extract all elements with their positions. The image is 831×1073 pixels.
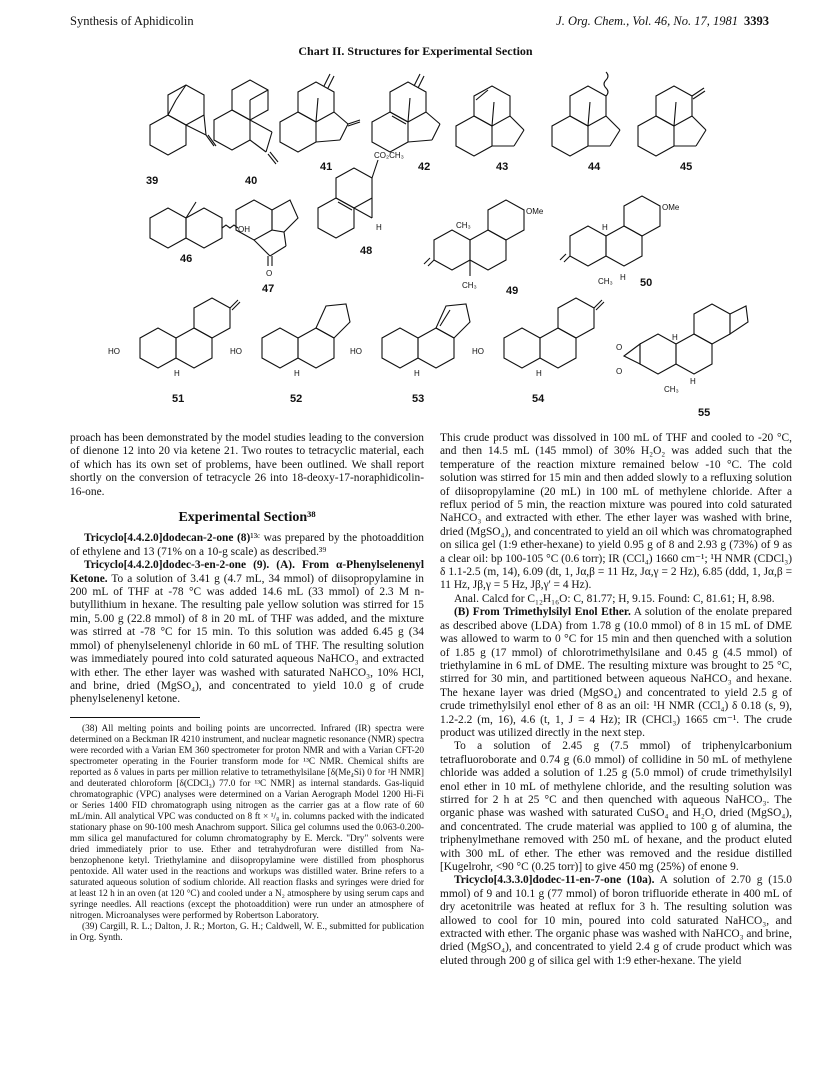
label-53: 53 [412, 393, 425, 405]
compound-10a-title: Tricyclo[4.3.3.0]dodec-11-en-7-one (10a). [454, 874, 655, 887]
label-51: 51 [172, 393, 185, 405]
label-52: 52 [290, 393, 303, 405]
co2ch3-label: CO₂CH₃ [374, 151, 404, 160]
label-46: 46 [180, 253, 193, 265]
h-label-55a: H [672, 333, 678, 342]
section-heading: Experimental Section³⁸ [178, 510, 316, 526]
label-55: 55 [698, 407, 711, 419]
h-label-51: H [174, 369, 180, 378]
ho-label-52: HO [230, 347, 242, 356]
label-40: 40 [245, 175, 258, 187]
ch3-label-55: CH₃ [664, 385, 679, 394]
compound-8-title: Tricyclo[4.4.2.0]dodecan-2-one (8) [84, 532, 251, 545]
label-50: 50 [640, 277, 653, 289]
label-47: 47 [262, 283, 275, 295]
ho-label-54: HO [472, 347, 484, 356]
ho-label-51: HO [108, 347, 120, 356]
label-54: 54 [532, 393, 545, 405]
compound-9a-title: Tricyclo[4.4.2.0]dodec-3-en-2-one (9). (A). From α-Phenylselenenyl Ketone. [70, 559, 424, 585]
structure-50 [560, 196, 680, 289]
h-label-52: H [294, 369, 300, 378]
structure-55 [616, 304, 748, 419]
compound-8-body: ¹³ᶜ was prepared by the photoaddition of ethylene and 13 (71% on a 10-g scale) as described.³⁹ [70, 532, 424, 558]
oh-label: OH [238, 225, 250, 234]
h-label-48: H [376, 223, 382, 232]
paragraph-compound-10a [440, 874, 792, 968]
label-41: 41 [320, 161, 333, 173]
ho-label-53: HO [350, 347, 362, 356]
compound-9a-body: To a solution of 3.41 g (4.7 mL, 34 mmol) of diisopropylamine in 200 mL of THF at -78 °C was added 14.6 mL (33 mmol) of 2.3 M n-butyllithium in hexane. The resulting pale yellow solution was stirred for 15 min, 5.00 g (22.8 mmol) of 8 in 20 mL of THF was added, and the mixture was stirred at -78 °C for 15 min. To this solution was added 6.45 g (34 mmol) of phenylselenenyl chloride in 60 mL of THF. The resulting solution was immediately poured into cold saturated aqueous NaHCO₃ and extracted with ether. The ether layer was washed with saturated NaHCO₃, 10% HCl, and brine, dried (MgSO₄), and concentrated to yield 10.0 g of crude phenylselenenyl ketone. [70, 572, 424, 706]
structure-49 [424, 200, 544, 297]
ketone-o-label: O [266, 269, 273, 278]
structure-41 [280, 74, 360, 173]
structure-40 [214, 80, 278, 187]
h-label-53: H [414, 369, 420, 378]
paragraph-continued: This crude product was dissolved in 100 mL of THF and cooled to -20 °C, and then 14.5 mL (145 mmol) of 30% H₂O₂ was added such that the temperature of the reaction mixture remained below -10 °C. The cold solution was stirred for 15 min and then added slowly to a refluxing solution of diisopropylamine (20 mL) in 100 mL of methylene chloride. After a reflux period of 5 min, the reaction mixture was poured into cold saturated NaHCO₃ and extracted with ether. The ether layer was washed with brine, dried (MgSO₄), and concentrated to yield an oil which was chromatographed on silica gel (1:9 ether-hexane) to yield 0.95 g of 8 and 2.93 g (73%) of 9 as a clear oil: bp 100-105 °C (0.6 torr); IR (CCl₄) 1660 cm⁻¹; ¹H NMR (CDCl₃) δ 1.1-2.5 (m, 14), 6.09 (dt, 1, Jα,β = 11 Hz, Jα,γ = 2 Hz), 6.85 (ddd, 1, Jα,β = 11 Hz, Jβ,γ = 5 Hz, Jβ,γ' = 4 Hz). [440, 432, 792, 592]
structures-chart [0, 60, 831, 432]
label-48: 48 [360, 245, 373, 257]
structure-46 [150, 202, 250, 265]
structure-54 [472, 298, 604, 405]
compound-10a-body: A solution of 2.70 g (15.0 mmol) of 9 and 10.1 g (77 mmol) of boron trifluoride etherate in 400 mL of dry acetonitrile was heated at reflux for 3 h. The resulting solution was allowed to cool for 10 min, poured into cold saturated NaHCO₃, and extracted with ether. The organic phase was washed with NaHCO₃ and brine, dried (MgSO₄), and concentrated to yield 2.4 g of crude product which was eluted through 200 g of silica gel with 1:9 ether-hexane. The yield [440, 874, 792, 967]
structure-44 [552, 72, 620, 173]
footnotes [70, 724, 424, 944]
structure-51 [108, 298, 240, 405]
label-45: 45 [680, 161, 693, 173]
compound-9b-title: (B) From Trimethylsilyl Enol Ether. [454, 606, 631, 619]
ome-label-50: OMe [662, 203, 680, 212]
ch3-label-50: CH₃ [598, 277, 613, 286]
structure-53 [350, 304, 470, 405]
h-label-54: H [536, 369, 542, 378]
paragraph-trityl: To a solution of 2.45 g (7.5 mmol) of triphenylcarbonium tetrafluoroborate and 0.74 g (6.0 mmol) of collidine in 50 mL of methylene chloride was added a solution of 1.25 g (5.0 mmol) of crude trimethylsilyl enol ether in 10 mL of methylene chloride, and the resulting solution was stirred for 2 h at 25 °C and then quenched with aqueous NaHCO₃. The organic phase was washed with saturated CuSO₄ and H₂O, dried (MgSO₄), and concentrated. The crude material was applied to 100 g of alumina, the triphenylmethane removed with 250 mL of hexane, and the product eluted with 300 mL of ether. The ether was removed and the residue distilled [Kugelrohr, <90 °C (0.25 torr)] to give 450 mg (25%) of enone 9. [440, 740, 792, 873]
structure-43 [456, 86, 524, 173]
structure-47 [236, 200, 298, 295]
ch3-label-49a: CH₃ [456, 221, 471, 230]
label-42: 42 [418, 161, 431, 173]
h-label-50a: H [602, 223, 608, 232]
o-label-55a: O [616, 343, 623, 352]
left-column [70, 432, 424, 944]
journal-citation: J. Org. Chem., Vol. 46, No. 17, 1981 [556, 14, 738, 28]
h-label-55b: H [690, 377, 696, 386]
label-44: 44 [588, 161, 601, 173]
structure-45 [638, 86, 706, 173]
paragraph-compound-8 [70, 532, 424, 559]
footnote-39: (39) Cargill, R. L.; Dalton, J. R.; Morton, G. H.; Caldwell, W. E., submitted for publication in Org. Synth. [70, 921, 424, 943]
label-39: 39 [146, 175, 159, 187]
running-header-journal [556, 14, 769, 29]
intro-paragraph: proach has been demonstrated by the model studies leading to the conversion of dienone 12 into 20 via ketene 21. Two routes to tetracyclic material, each of which has its own set of problems, have been outlined. We shall report shortly on the conversion of tetracycle 26 into 18-deoxy-17-noraphidicolin-16-one. [70, 432, 424, 498]
label-43: 43 [496, 161, 509, 173]
running-header-title: Synthesis of Aphidicolin [70, 14, 194, 28]
footnote-38: (38) All melting points and boiling points are uncorrected. Infrared (IR) spectra were determined on a Beckman IR 4210 instrument, and nuclear magnetic resonance (NMR) spectra were recorded with a Varian EM 360 spectrometer for proton NMR and with a Varian CFT-20 spectrometer operating in the Fourier transform mode for ¹³C NMR. Chemical shifts are reported as δ values in parts per million relative to tetramethylsilane [δ(Me₄Si) 0 for ¹H NMR] and deuterated chloroform [δ(CDCl₃) 77.0 for ¹³C NMR] as internal standards. Gas-liquid chromatographic (VPC) analyses were determined on a Varian Aerograph Model 1200 Hi-Fi or Series 1400 FID chromatograph using nitrogen as the carrier gas at a flow rate of 60 mL/min. All analytical VPC was conducted on 8 ft × ¹/₈ in. columns packed with the indicated stationary phase on 90-100 mesh Anachrom support. Silica gel columns used the 0.063-0.200-mm silica gel manufactured for column chromatography by E. Merck. "Dry" solvents were dried immediately prior to use. Ether and tetrahydrofuran were distilled from Na-benzophenone ketyl. Triethylamine and diisopropylamine were distilled from phosphorus pentoxide. All water used in the reactions and workups was distilled water. Brine refers to a saturated aqueous solution of sodium chloride. All reaction flasks and syringes were dried for at least 12 h in an oven (at 120 °C) and cooled under a N₂ atmosphere by using serum caps and syringe needles. All reactions (except the photoaddition) were run under an atmosphere of nitrogen. Microanalyses were performed by Robertson Laboratory. [70, 723, 424, 921]
structure-52 [230, 304, 350, 405]
paragraph-analysis: Anal. Calcd for C₁₂H₁₆O: C, 81.77; H, 9.15. Found: C, 81.61; H, 8.98. [454, 592, 775, 605]
ch3-label-49b: CH₃ [462, 281, 477, 290]
right-column [440, 432, 792, 968]
footnote-rule [70, 717, 200, 718]
label-49: 49 [506, 285, 519, 297]
paragraph-compound-9a [70, 559, 424, 706]
ome-label-49: OMe [526, 207, 544, 216]
paragraph-compound-9b [440, 606, 792, 740]
chart-title: Chart II. Structures for Experimental Section [298, 44, 533, 58]
structure-39 [146, 85, 216, 187]
o-label-55b: O [616, 367, 623, 376]
h-label-50b: H [620, 273, 626, 282]
compound-9b-body: A solution of the enolate prepared as described above (LDA) from 1.78 g (10.0 mmol) of 8 in 15 mL of DME was allowed to warm to 0 °C for 15 min and then quenched with a solution of 1.85 g (17 mmol) of chlorotrimethylsilane and 0.45 g (4.5 mmol) of triethylamine in 6 mL of DME. The resulting mixture was brought to 25 °C, stirred for 30 min, and partitioned between aqueous NaHCO₃ and hexane. The hexane layer was dried (MgSO₄) and concentrated to yield 2.5 g of crude trimethylsilyl enol ether of 8 as an oil: ¹H NMR (CCl₄) δ 0.18 (s, 9), 1.2-2.2 (m, 16), 4.6 (t, 1, J = 4 Hz); IR (CHCl₃) 1665 cm⁻¹. The crude product was utilized directly in the next step. [440, 606, 792, 739]
page-number: 3393 [744, 14, 769, 28]
